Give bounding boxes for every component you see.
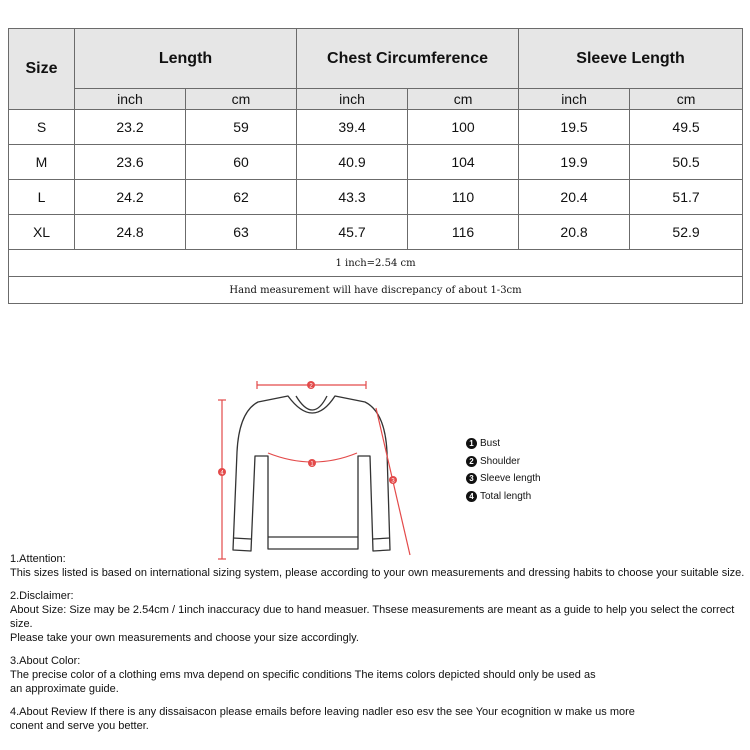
note-disclaimer: [10, 589, 745, 645]
header-size: Size: [9, 29, 75, 110]
marker-total-length: [218, 468, 226, 477]
note-title: 2.Disclaimer:: [10, 590, 74, 602]
value-cell: 52.9: [630, 215, 743, 250]
note-line: This sizes listed is based on international sizing system, please according to your own measurements and dressing habits to choose your suitable size.: [10, 567, 745, 579]
value-cell: 63: [186, 215, 297, 250]
conversion-note: 1 inch=2.54 cm: [9, 250, 743, 277]
svg-text:2: 2: [309, 383, 313, 390]
notes-section: [10, 552, 745, 742]
size-cell: S: [9, 110, 75, 145]
size-cell: L: [9, 180, 75, 215]
sweater-outline: [233, 396, 390, 551]
legend-item: [466, 488, 541, 506]
note-line: The precise color of a clothing ems mva depend on specific conditions The items colors depicted should only be used as: [10, 669, 596, 681]
note-line: conent and serve you better.: [10, 720, 149, 732]
note-line: 4.About Review If there is any dissaisacon please emails before leaving nadler eso esv the see Your ecognition w make us more: [10, 706, 635, 718]
legend-number: 2: [466, 456, 477, 467]
table-row: [9, 180, 743, 215]
header-chest: Chest Circumference: [297, 29, 519, 89]
size-chart-table: [8, 28, 743, 304]
value-cell: 19.9: [519, 145, 630, 180]
legend-label: Sleeve length: [480, 473, 541, 485]
legend-number: 1: [466, 438, 477, 449]
unit-cell: inch: [297, 89, 408, 110]
measurement-note: Hand measurement will have discrepancy of about 1-3cm: [9, 277, 743, 304]
size-cell: M: [9, 145, 75, 180]
value-cell: 24.2: [75, 180, 186, 215]
legend-item: [466, 470, 541, 488]
marker-sleeve-length: [389, 476, 397, 485]
legend-label: Bust: [480, 438, 501, 450]
svg-text:4: 4: [220, 470, 224, 477]
value-cell: 49.5: [630, 110, 743, 145]
note-attention: [10, 552, 745, 580]
table-row: [9, 215, 743, 250]
measure-lines: [218, 381, 410, 559]
legend-number: 3: [466, 473, 477, 484]
value-cell: 23.6: [75, 145, 186, 180]
header-sleeve: Sleeve Length: [519, 29, 743, 89]
value-cell: 40.9: [297, 145, 408, 180]
value-cell: 39.4: [297, 110, 408, 145]
note-line: About Size: Size may be 2.54cm / 1inch inaccuracy due to hand measuer. Thsese measurements are meant as a guide to help you select the correct size.: [10, 604, 735, 630]
note-title: 3.About Color:: [10, 655, 81, 667]
note-line: an approximate guide.: [10, 683, 119, 695]
unit-cell: inch: [519, 89, 630, 110]
value-cell: 59: [186, 110, 297, 145]
value-cell: 45.7: [297, 215, 408, 250]
marker-bust: [308, 459, 316, 468]
value-cell: 24.8: [75, 215, 186, 250]
legend-label: Total length: [480, 490, 532, 502]
unit-row: [9, 89, 743, 110]
value-cell: 50.5: [630, 145, 743, 180]
svg-text:3: 3: [391, 478, 395, 485]
note-color: [10, 654, 745, 696]
value-cell: 110: [408, 180, 519, 215]
note-review: [10, 705, 745, 733]
value-cell: 62: [186, 180, 297, 215]
value-cell: 104: [408, 145, 519, 180]
legend-item: [466, 435, 541, 453]
value-cell: 43.3: [297, 180, 408, 215]
size-cell: XL: [9, 215, 75, 250]
value-cell: 116: [408, 215, 519, 250]
value-cell: 20.8: [519, 215, 630, 250]
diagram-legend: [466, 435, 541, 505]
value-cell: 19.5: [519, 110, 630, 145]
table-row: [9, 110, 743, 145]
value-cell: 60: [186, 145, 297, 180]
header-length: Length: [75, 29, 297, 89]
value-cell: 100: [408, 110, 519, 145]
unit-cell: cm: [630, 89, 743, 110]
value-cell: 51.7: [630, 180, 743, 215]
unit-cell: cm: [408, 89, 519, 110]
legend-item: [466, 453, 541, 471]
unit-cell: cm: [186, 89, 297, 110]
svg-text:1: 1: [310, 461, 314, 468]
value-cell: 20.4: [519, 180, 630, 215]
header-row: [9, 29, 743, 89]
value-cell: 23.2: [75, 110, 186, 145]
note-line: Please take your own measurements and choose your size accordingly.: [10, 632, 359, 644]
legend-label: Shoulder: [480, 455, 521, 467]
measurement-note-row: [9, 277, 743, 304]
marker-shoulder: [307, 381, 315, 390]
note-title: 1.Attention:: [10, 553, 66, 565]
legend-number: 4: [466, 491, 477, 502]
table-row: [9, 145, 743, 180]
conversion-note-row: [9, 250, 743, 277]
unit-cell: inch: [75, 89, 186, 110]
